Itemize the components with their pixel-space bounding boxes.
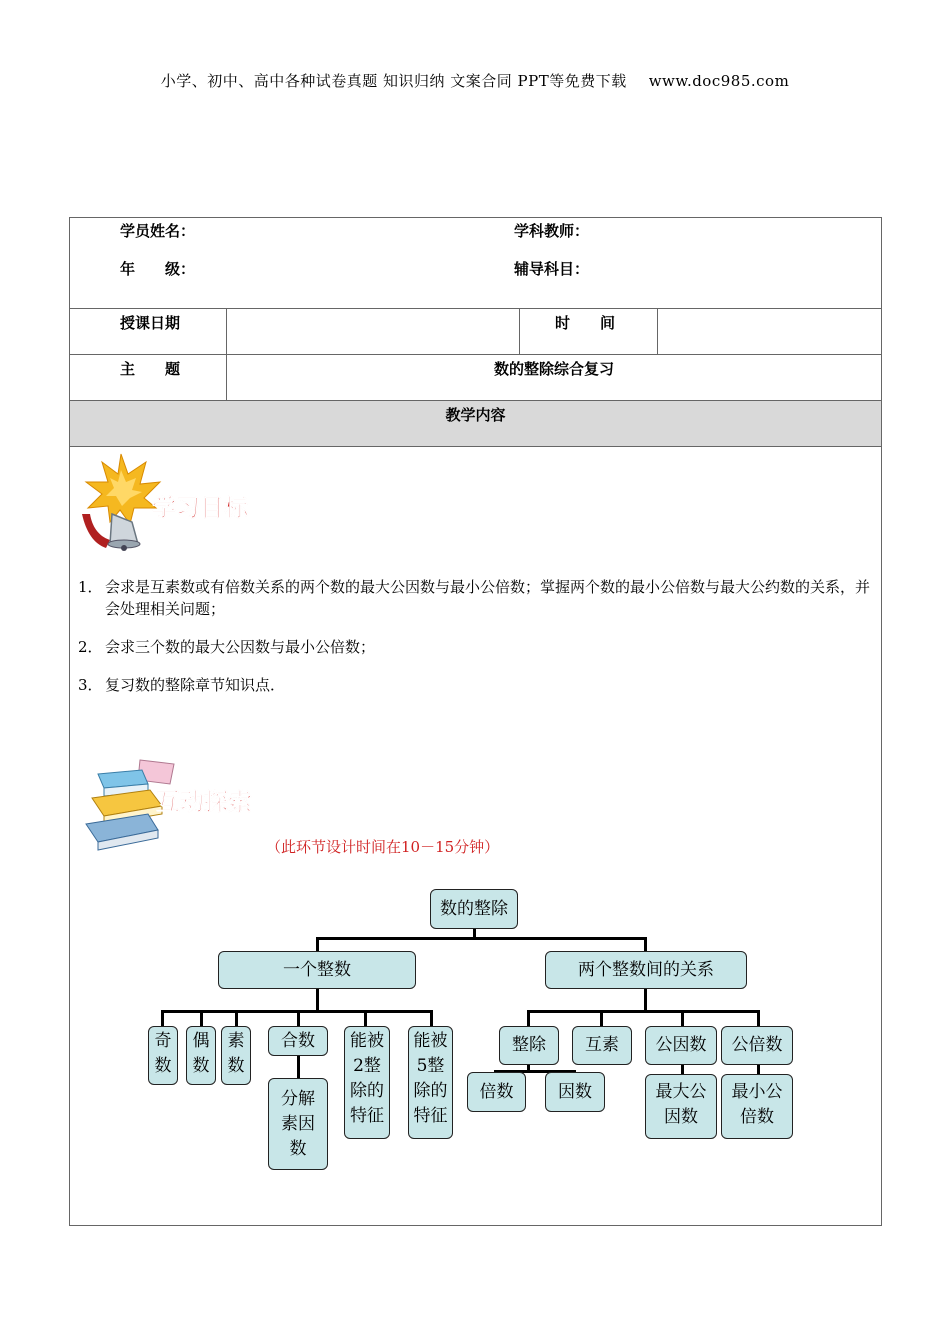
goal-list — [78, 576, 873, 712]
tree-connector — [316, 937, 319, 952]
content-header: 教学内容 — [445, 406, 506, 424]
node-two-integers: 两个整数间的关系 — [545, 951, 747, 989]
books-icon — [78, 754, 278, 854]
date-label: 授课日期 — [120, 314, 181, 332]
tree-connector — [644, 988, 647, 1012]
goals-section-header — [76, 452, 276, 552]
node-div-by-5: 能被5整除的特征 — [408, 1026, 453, 1139]
goal-num: 3． — [78, 676, 103, 694]
topic-value-cell — [227, 355, 882, 401]
goal-text: 会求三个数的最大公因数与最小公倍数； — [105, 638, 376, 656]
node-div-by-2: 能被2整除的特征 — [344, 1026, 390, 1139]
explore-section-header — [78, 754, 278, 854]
tree-connector — [527, 1010, 760, 1013]
tree-connector — [644, 937, 647, 952]
date-value-cell[interactable] — [227, 309, 520, 355]
node-lcm: 最小公倍数 — [721, 1074, 793, 1139]
topic-value: 数的整除综合复习 — [493, 360, 614, 378]
maple-bell-icon — [76, 452, 276, 552]
student-info-cell — [70, 218, 882, 309]
node-gcf: 最大公因数 — [645, 1074, 717, 1139]
node-even: 偶数 — [186, 1026, 216, 1085]
node-common-multiple: 公倍数 — [721, 1026, 793, 1065]
time-note: （此环节设计时间在10－15分钟） — [266, 838, 500, 856]
node-coprime: 互素 — [572, 1026, 632, 1065]
header-text: 小学、初中、高中各种试卷真题 知识归纳 文案合同 PPT等免费下载 — [160, 72, 627, 90]
teacher-label: 学科教师： — [514, 222, 590, 240]
time-value-cell[interactable] — [658, 309, 882, 355]
goal-num: 1． — [78, 578, 103, 596]
node-factor: 因数 — [545, 1072, 605, 1112]
node-factorize: 分解素因数 — [268, 1078, 328, 1170]
goal-item — [78, 674, 873, 696]
topic-label-cell — [70, 355, 227, 401]
tree-connector — [316, 937, 647, 940]
date-label-cell — [70, 309, 227, 355]
goal-text: 复习数的整除章节知识点． — [105, 676, 286, 694]
goal-item — [78, 636, 873, 658]
teaching-content — [69, 446, 882, 1226]
goals-title: 学习目标 — [152, 494, 248, 522]
node-composite: 合数 — [268, 1026, 328, 1056]
node-divisible: 整除 — [499, 1026, 559, 1065]
node-root: 数的整除 — [430, 889, 518, 929]
topic-label: 主 题 — [120, 360, 181, 378]
node-multiple: 倍数 — [467, 1072, 526, 1112]
explore-title: 互动探索 — [156, 788, 252, 816]
tree-connector — [316, 988, 319, 1012]
node-prime: 素数 — [221, 1026, 251, 1085]
goal-text: 会求是互素数或有倍数关系的两个数的最大公因数与最小公倍数；掌握两个数的最小公倍数与最大公约数的关系，并会处理相关问题； — [105, 578, 871, 618]
grade-label: 年 级： — [120, 260, 196, 278]
info-table — [69, 217, 882, 447]
content-header-cell — [70, 401, 882, 447]
time-label-cell — [520, 309, 658, 355]
student-name-label: 学员姓名： — [120, 222, 196, 240]
time-label: 时 间 — [555, 314, 616, 332]
goal-num: 2． — [78, 638, 103, 656]
subject-label: 辅导科目： — [514, 260, 590, 278]
node-common-factor: 公因数 — [645, 1026, 717, 1065]
page-header — [0, 70, 950, 91]
node-one-integer: 一个整数 — [218, 951, 416, 989]
node-odd: 奇数 — [148, 1026, 178, 1085]
goal-item — [78, 576, 873, 620]
header-site: www.doc985.com — [648, 72, 790, 90]
tree-connector — [297, 1054, 300, 1080]
